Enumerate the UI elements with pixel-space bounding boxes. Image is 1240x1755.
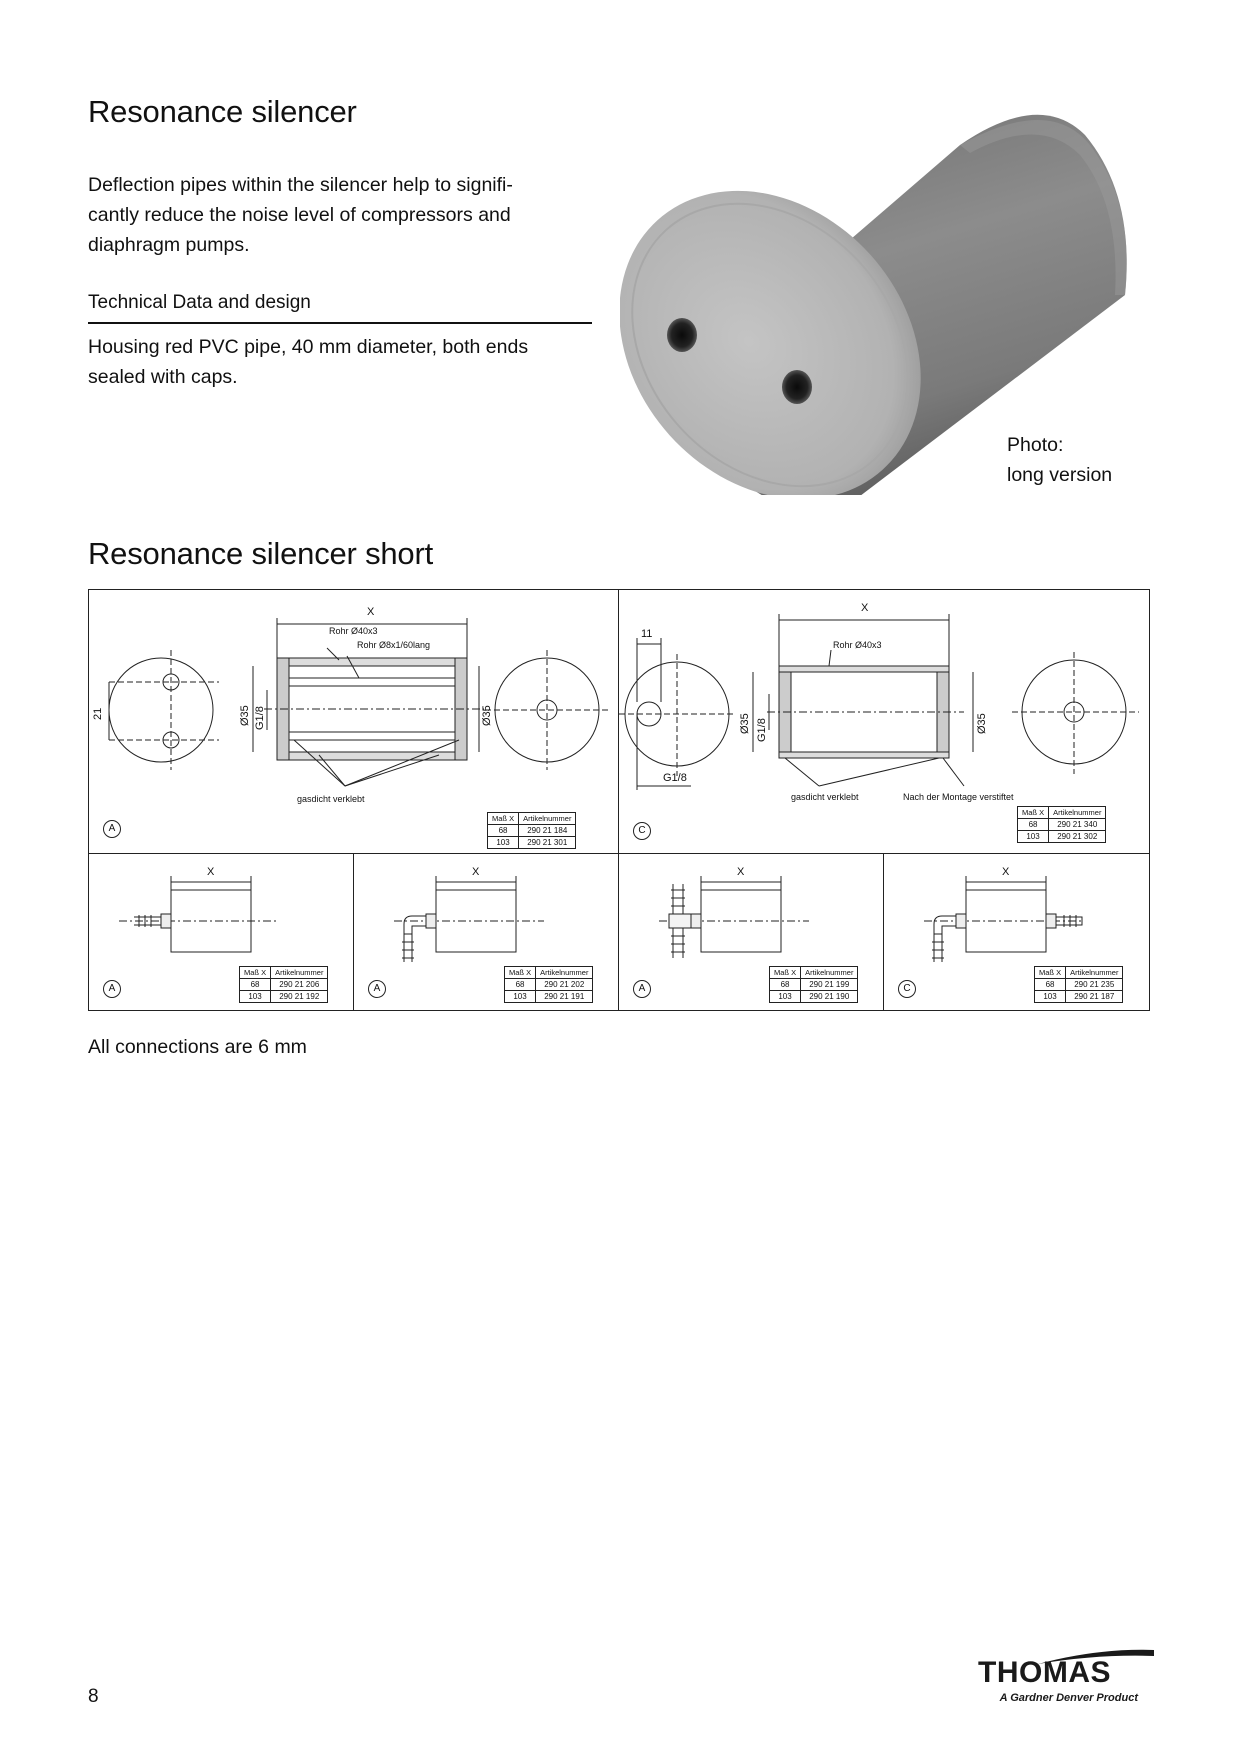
technical-drawings	[88, 589, 1150, 1011]
dim-g18-bottom: G1/8	[663, 772, 687, 784]
drawing-bottom-4	[884, 854, 1149, 1010]
callout-pipe: Rohr Ø40x3	[329, 626, 378, 636]
table-header-cell: Artikelnummer	[271, 967, 328, 979]
table-cell: 290 21 235	[1066, 979, 1123, 991]
table-cell: 68	[1035, 979, 1066, 991]
table-header-cell: Artikelnummer	[1049, 807, 1106, 819]
table-cell: 68	[488, 825, 519, 837]
dim-d35-left: Ø35	[739, 713, 751, 734]
dim-x: X	[207, 866, 215, 878]
dim-d35-left: Ø35	[239, 705, 251, 726]
logo-name: THOMAS	[978, 1656, 1111, 1689]
table-cell: 103	[505, 991, 536, 1003]
tech-line: sealed with caps.	[88, 366, 238, 388]
dim-d35-right: Ø35	[976, 713, 988, 734]
dim-x: X	[1002, 866, 1010, 878]
table-cell: 290 21 187	[1066, 991, 1123, 1003]
table-cell: 290 21 190	[801, 991, 858, 1003]
table-cell: 290 21 202	[536, 979, 593, 991]
article-table	[1034, 966, 1123, 1003]
variant-label: A	[103, 980, 121, 998]
page-number: 8	[88, 1686, 99, 1707]
article-table	[504, 966, 593, 1003]
table-cell: 103	[488, 837, 519, 849]
section-title: Resonance silencer short	[88, 536, 433, 571]
drawing-bottom-2	[354, 854, 619, 1010]
table-header-cell: Maß X	[240, 967, 271, 979]
description	[88, 170, 608, 260]
article-table	[1017, 806, 1106, 843]
tech-data	[88, 332, 608, 392]
table-cell: 290 21 184	[519, 825, 576, 837]
subheading-rule	[88, 322, 592, 324]
table-cell: 103	[770, 991, 801, 1003]
logo-tagline: A Gardner Denver Product	[999, 1692, 1138, 1704]
table-cell: 68	[1018, 819, 1049, 831]
table-header-cell: Maß X	[505, 967, 536, 979]
dim-g18: G1/8	[756, 718, 768, 742]
connections-note: All connections are 6 mm	[88, 1036, 307, 1058]
description-line: cantly reduce the noise level of compressors and	[88, 204, 511, 226]
table-cell: 290 21 199	[801, 979, 858, 991]
note-glued: gasdicht verklebt	[791, 792, 859, 802]
variant-label: C	[898, 980, 916, 998]
table-header-cell: Maß X	[770, 967, 801, 979]
article-table	[487, 812, 576, 849]
table-cell: 68	[240, 979, 271, 991]
dim-d35-right: Ø35	[481, 705, 493, 726]
table-cell: 103	[240, 991, 271, 1003]
dim-21: 21	[92, 707, 104, 720]
tech-line: Housing red PVC pipe, 40 mm diameter, both ends	[88, 336, 529, 358]
table-cell: 290 21 191	[536, 991, 593, 1003]
variant-label: A	[633, 980, 651, 998]
table-cell: 103	[1018, 831, 1049, 843]
thomas-logo	[978, 1646, 1158, 1726]
dim-11: 11	[641, 628, 653, 640]
dim-g18: G1/8	[254, 706, 266, 730]
table-header-cell: Artikelnummer	[1066, 967, 1123, 979]
dim-x: X	[861, 602, 869, 614]
photo-caption	[1007, 430, 1112, 490]
variant-label: A	[368, 980, 386, 998]
table-cell: 103	[1035, 991, 1066, 1003]
drawing-bottom-3	[619, 854, 884, 1010]
page-title: Resonance silencer	[88, 94, 357, 129]
dim-x: X	[737, 866, 745, 878]
table-header-cell: Maß X	[1018, 807, 1049, 819]
drawing-top-right	[619, 590, 1149, 854]
note-glued: gasdicht verklebt	[297, 794, 365, 804]
description-line: diaphragm pumps.	[88, 234, 250, 256]
table-cell: 68	[770, 979, 801, 991]
tech-subheading: Technical Data and design	[88, 292, 311, 313]
article-table	[769, 966, 858, 1003]
callout-inner-pipe: Rohr Ø8x1/60lang	[357, 640, 431, 650]
photo-caption-line: Photo:	[1007, 434, 1064, 456]
table-cell: 290 21 302	[1049, 831, 1106, 843]
table-cell: 290 21 340	[1049, 819, 1106, 831]
variant-label: A	[103, 820, 121, 838]
variant-label: C	[633, 822, 651, 840]
description-line: Deflection pipes within the silencer help to signifi-	[88, 174, 513, 196]
dim-x: X	[472, 866, 480, 878]
table-header-cell: Maß X	[488, 813, 519, 825]
table-cell: 290 21 206	[271, 979, 328, 991]
dim-x: X	[367, 606, 375, 618]
table-header-cell: Maß X	[1035, 967, 1066, 979]
article-table	[239, 966, 328, 1003]
drawing-bottom-1	[89, 854, 354, 1010]
note-mounted: Nach der Montage verstiftet	[903, 792, 1014, 802]
drawing-top-left	[89, 590, 619, 854]
table-cell: 290 21 301	[519, 837, 576, 849]
table-header-cell: Artikelnummer	[536, 967, 593, 979]
table-cell: 68	[505, 979, 536, 991]
table-header-cell: Artikelnummer	[801, 967, 858, 979]
table-header-cell: Artikelnummer	[519, 813, 576, 825]
callout-pipe: Rohr Ø40x3	[833, 640, 882, 650]
table-cell: 290 21 192	[271, 991, 328, 1003]
photo-caption-line: long version	[1007, 464, 1113, 486]
